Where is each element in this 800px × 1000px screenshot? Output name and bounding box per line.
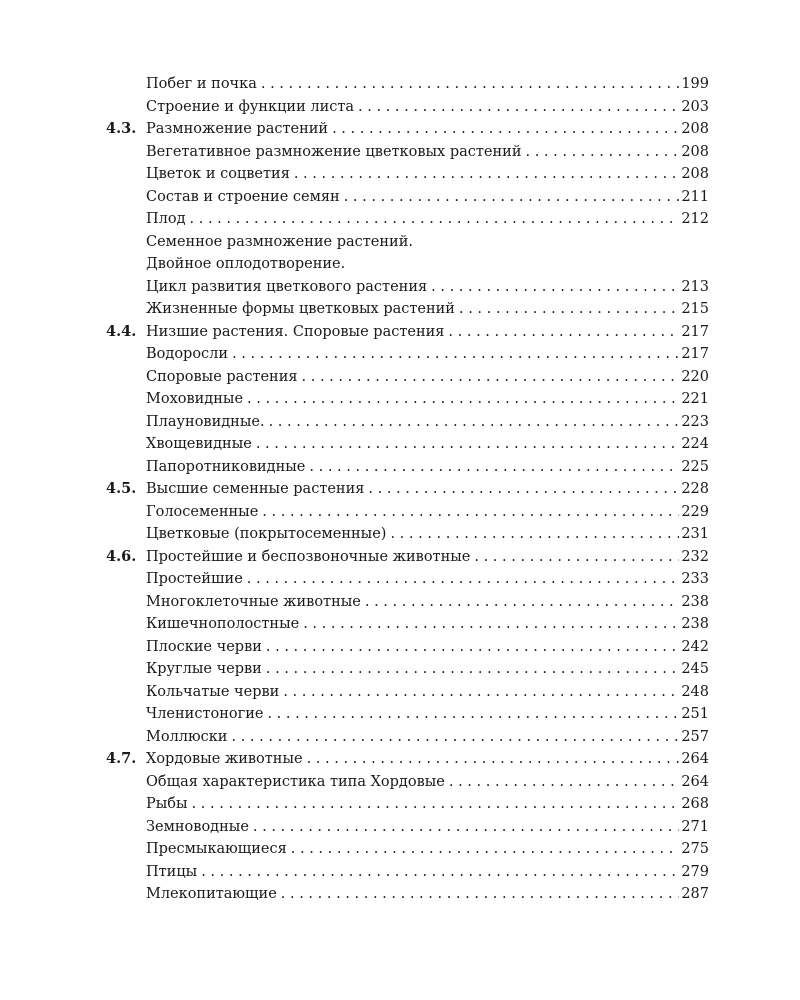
- entry-title: Моллюски: [146, 728, 228, 745]
- dot-leader: [201, 861, 679, 884]
- page-number: 268: [681, 796, 709, 812]
- toc-entry: [106, 208, 709, 231]
- toc-entry: [106, 276, 709, 299]
- entry-title: Земноводные: [146, 818, 249, 835]
- page-number: 213: [681, 278, 709, 295]
- toc-entry: [106, 793, 709, 816]
- page-number: 238: [681, 593, 709, 610]
- page-number: 215: [681, 301, 709, 317]
- page-number: 251: [681, 706, 709, 722]
- page-number: 220: [681, 368, 709, 385]
- dot-leader: [525, 141, 679, 164]
- entry-title: Кольчатые черви: [146, 683, 280, 700]
- entry-title: Двойное оплодотворение.: [146, 256, 346, 272]
- dot-leader: [358, 96, 679, 119]
- entry-title: Плод: [146, 211, 186, 227]
- toc-entry: [106, 681, 709, 704]
- page-number: 264: [681, 773, 709, 790]
- table-of-contents: [106, 73, 709, 906]
- entry-title: Высшие семенные растения: [146, 481, 365, 497]
- toc-entry: [106, 478, 709, 501]
- entry-title: Членистоногие: [146, 706, 264, 722]
- entry-title: Побег и почка: [146, 76, 257, 92]
- entry-title: Голосеменные: [146, 503, 259, 520]
- toc-entry: [106, 816, 709, 839]
- dot-leader: [474, 546, 679, 569]
- page-number: 242: [681, 638, 709, 655]
- dot-leader: [231, 726, 679, 749]
- page-number: 228: [681, 481, 709, 497]
- entry-title: Низшие растения. Споровые растения: [146, 323, 445, 340]
- toc-entry: [106, 141, 709, 164]
- page-number: 221: [681, 391, 709, 407]
- dot-leader: [232, 343, 679, 366]
- toc-entry: [106, 456, 709, 479]
- dot-leader: [309, 456, 679, 479]
- section-number: 4.6.: [106, 547, 137, 565]
- toc-entry: [106, 703, 709, 726]
- toc-entry: [106, 433, 709, 456]
- entry-title: Рыбы: [146, 796, 188, 812]
- dot-leader: [269, 411, 680, 434]
- page-number: 208: [681, 143, 709, 160]
- page-number: 224: [681, 436, 709, 452]
- page-number: 232: [681, 548, 709, 565]
- page-number: 275: [681, 841, 709, 857]
- entry-title: Многоклеточные животные: [146, 593, 361, 610]
- dot-leader: [283, 681, 679, 704]
- page-number: 208: [681, 166, 709, 182]
- page-number: 245: [681, 661, 709, 677]
- page-number: 233: [681, 571, 709, 587]
- page-number: 264: [681, 751, 709, 767]
- dot-leader: [192, 793, 680, 816]
- dot-leader: [307, 748, 680, 771]
- page-number: 225: [681, 458, 709, 475]
- dot-leader: [266, 636, 679, 659]
- page-number: 229: [681, 503, 709, 520]
- dot-leader: [281, 883, 680, 906]
- entry-title: Семенное размножение растений.: [146, 233, 413, 250]
- dot-leader: [291, 838, 680, 861]
- entry-title: Простейшие: [146, 571, 243, 587]
- page-number: 223: [681, 413, 709, 430]
- dot-leader: [449, 771, 679, 794]
- entry-title: Цветок и соцветия: [146, 166, 290, 182]
- entry-title: Пресмыкающиеся: [146, 841, 287, 857]
- entry-title: Плауновидные.: [146, 413, 265, 430]
- page-number: 257: [681, 728, 709, 745]
- dot-leader: [294, 163, 679, 186]
- entry-title: Кишечнополостные: [146, 616, 300, 632]
- toc-entry: [106, 163, 709, 186]
- page-number: 203: [681, 98, 709, 115]
- entry-title: Цветковые (покрытосеменные): [146, 526, 387, 542]
- dot-leader: [267, 703, 679, 726]
- dot-leader: [390, 523, 679, 546]
- entry-title: Водоросли: [146, 346, 229, 362]
- toc-entry: [106, 321, 709, 344]
- page-number: 199: [681, 76, 709, 92]
- page-number: 271: [681, 818, 709, 835]
- toc-entry: [106, 411, 709, 434]
- dot-leader: [303, 613, 679, 636]
- page-number: 217: [681, 323, 709, 340]
- entry-title: Простейшие и беспозвоночные животные: [146, 548, 471, 565]
- toc-entry: [106, 501, 709, 524]
- entry-title: Строение и функции листа: [146, 98, 355, 115]
- entry-title: Споровые растения: [146, 368, 298, 385]
- toc-entry: [106, 231, 709, 254]
- entry-title: Хордовые животные: [146, 751, 303, 767]
- toc-entry: [106, 771, 709, 794]
- entry-title: Птицы: [146, 863, 198, 880]
- dot-leader: [256, 433, 679, 456]
- entry-title: Размножение растений: [146, 121, 329, 137]
- entry-title: Моховидные: [146, 391, 244, 407]
- page-number: 287: [681, 886, 709, 902]
- entry-title: Жизненные формы цветковых растений: [146, 301, 455, 317]
- entry-title: Круглые черви: [146, 661, 262, 677]
- dot-leader: [247, 388, 679, 411]
- toc-entry: [106, 523, 709, 546]
- toc-entry: [106, 591, 709, 614]
- toc-entry: [106, 613, 709, 636]
- dot-leader: [431, 276, 679, 299]
- page-number: 208: [681, 121, 709, 137]
- toc-entry: [106, 838, 709, 861]
- section-number: 4.4.: [106, 322, 137, 340]
- toc-entry: [106, 636, 709, 659]
- toc-entry: [106, 298, 709, 321]
- dot-leader: [365, 591, 679, 614]
- dot-leader: [344, 186, 680, 209]
- toc-entry: [106, 726, 709, 749]
- entry-title: Цикл развития цветкового растения: [146, 278, 428, 295]
- page-number: 212: [681, 211, 709, 227]
- page-number: 248: [681, 683, 709, 700]
- toc-entry: [106, 96, 709, 119]
- dot-leader: [368, 478, 679, 501]
- toc-entry: [106, 546, 709, 569]
- toc-entry: [106, 883, 709, 906]
- entry-title: Плоские черви: [146, 638, 262, 655]
- page-number: 217: [681, 346, 709, 362]
- toc-entry: [106, 658, 709, 681]
- dot-leader: [261, 73, 679, 96]
- dot-leader: [459, 298, 679, 321]
- entry-title: Папоротниковидные: [146, 458, 306, 475]
- page-number: 238: [681, 616, 709, 632]
- dot-leader: [266, 658, 679, 681]
- toc-entry: [106, 388, 709, 411]
- section-number: 4.5.: [106, 480, 137, 497]
- section-number: 4.7.: [106, 750, 137, 767]
- dot-leader: [253, 816, 679, 839]
- page-number: 231: [681, 526, 709, 542]
- toc-entry: [106, 748, 709, 771]
- toc-entry: [106, 253, 709, 276]
- page-number: 279: [681, 863, 709, 880]
- dot-leader: [332, 118, 679, 141]
- toc-entry: [106, 568, 709, 591]
- dot-leader: [262, 501, 679, 524]
- toc-entry: [106, 343, 709, 366]
- toc-entry: [106, 186, 709, 209]
- toc-entry: [106, 73, 709, 96]
- toc-entry: [106, 861, 709, 884]
- dot-leader: [302, 366, 680, 389]
- entry-title: Вегетативное размножение цветковых растений: [146, 143, 522, 160]
- entry-title: Общая характеристика типа Хордовые: [146, 773, 445, 790]
- section-number: 4.3.: [106, 120, 137, 137]
- dot-leader: [448, 321, 679, 344]
- dot-leader: [247, 568, 680, 591]
- dot-leader: [190, 208, 680, 231]
- entry-title: Состав и строение семян: [146, 188, 340, 205]
- entry-title: Хвощевидные: [146, 436, 252, 452]
- page-number: 211: [681, 188, 709, 205]
- entry-title: Млекопитающие: [146, 886, 277, 902]
- toc-entry: [106, 366, 709, 389]
- toc-entry: [106, 118, 709, 141]
